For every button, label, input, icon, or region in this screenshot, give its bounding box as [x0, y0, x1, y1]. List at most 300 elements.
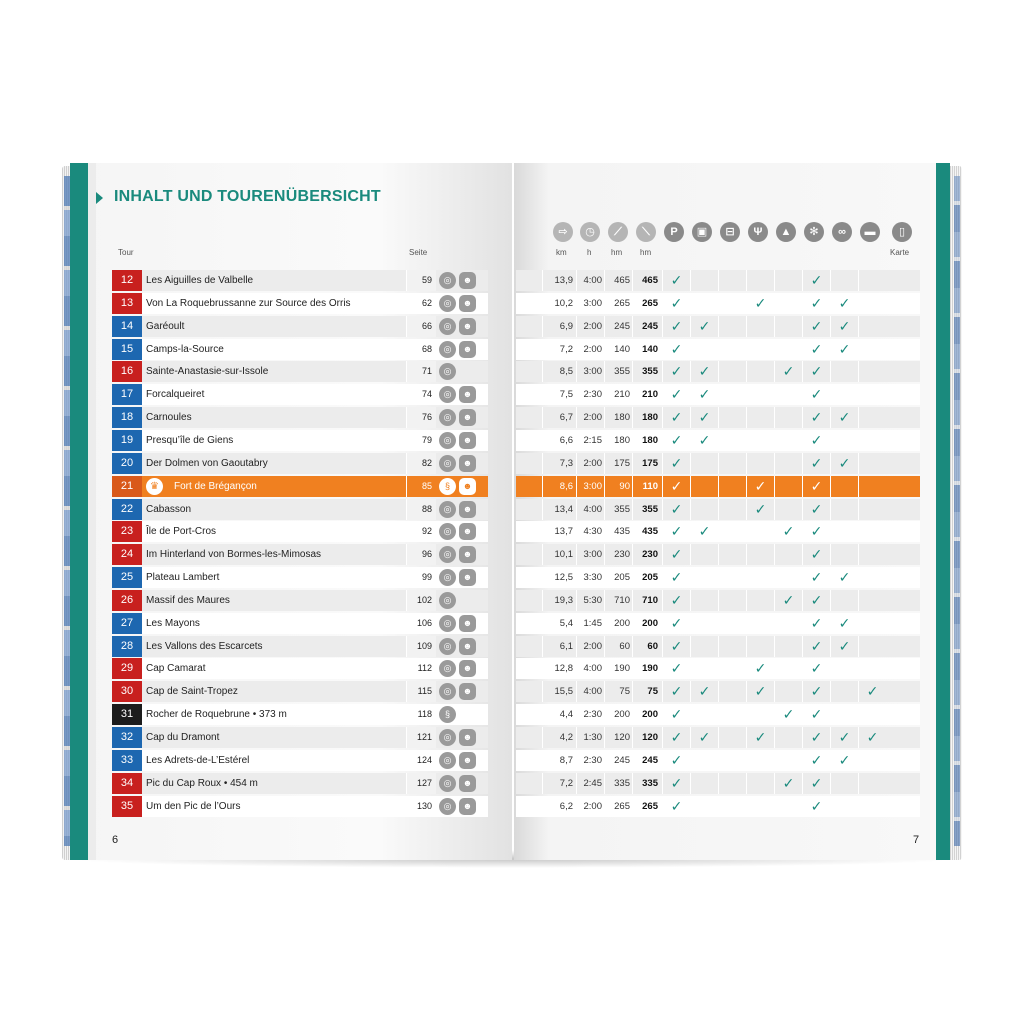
tour-name: Um den Pic de l’Ours [146, 801, 241, 812]
family-icon: ☻ [459, 638, 476, 655]
header-hm-down: hm [640, 248, 652, 257]
check-icon: ✓ [802, 544, 830, 565]
difficulty-icon: ◎ [439, 523, 456, 540]
table-row[interactable] [112, 293, 488, 314]
empty-cell [774, 613, 802, 634]
header-seite: Seite [409, 248, 428, 257]
duration-h: 4:00 [576, 499, 604, 520]
ascent-hm: 245 [604, 750, 632, 771]
check-icon: ✓ [774, 704, 802, 725]
ascent-hm: 120 [604, 727, 632, 748]
empty-cell [690, 590, 718, 611]
family-icon: ☻ [459, 341, 476, 358]
table-row[interactable] [112, 430, 488, 451]
tour-number: 16 [112, 361, 142, 382]
empty-cell [746, 544, 774, 565]
table-row[interactable] [112, 727, 488, 748]
difficulty-icon: ◎ [439, 683, 456, 700]
table-row[interactable] [516, 750, 920, 771]
table-row[interactable] [516, 361, 920, 382]
empty-cell [690, 476, 718, 497]
table-row[interactable] [112, 476, 488, 497]
table-row[interactable] [112, 590, 488, 611]
check-icon: ✓ [662, 544, 690, 565]
distance-km: 6,2 [542, 796, 576, 817]
table-row[interactable] [516, 521, 920, 542]
empty-cell [718, 613, 746, 634]
signpost-icon: ⇨ [553, 222, 573, 242]
check-icon: ✓ [690, 727, 718, 748]
empty-cell [746, 796, 774, 817]
empty-cell [858, 361, 886, 382]
empty-cell [774, 544, 802, 565]
empty-cell [858, 658, 886, 679]
tour-name: Les Vallons des Escarcets [146, 641, 263, 652]
table-row[interactable] [516, 407, 920, 428]
empty-cell [746, 590, 774, 611]
duration-h: 2:00 [576, 453, 604, 474]
check-icon: ✓ [802, 361, 830, 382]
ascent-hm: 205 [604, 567, 632, 588]
table-row[interactable] [516, 316, 920, 337]
empty-cell [718, 270, 746, 291]
empty-cell [718, 681, 746, 702]
family-icon: ☻ [459, 660, 476, 677]
tour-name: Sainte-Anastasie-sur-Issole [146, 366, 269, 377]
page-ref: 127 [406, 773, 436, 794]
table-row[interactable] [516, 544, 920, 565]
tour-number: 14 [112, 316, 142, 337]
empty-cell [774, 499, 802, 520]
check-icon: ✓ [802, 521, 830, 542]
empty-cell [690, 613, 718, 634]
page-ref: 85 [406, 476, 436, 497]
empty-cell [774, 293, 802, 314]
tour-name: Cap de Saint-Tropez [146, 686, 238, 697]
page-ref: 109 [406, 636, 436, 657]
empty-cell [746, 453, 774, 474]
table-row[interactable] [112, 796, 488, 817]
descent-hm: 75 [632, 681, 662, 702]
empty-cell [830, 773, 858, 794]
empty-cell [690, 453, 718, 474]
tour-name: Massif des Maures [146, 595, 230, 606]
check-icon: ✓ [830, 727, 858, 748]
ascent-hm: 355 [604, 499, 632, 520]
empty-cell [718, 384, 746, 405]
table-row[interactable] [112, 544, 488, 565]
tour-name: Rocher de Roquebrune • 373 m [146, 709, 287, 720]
teal-margin-bar [936, 163, 950, 860]
empty-cell [830, 384, 858, 405]
empty-cell [718, 339, 746, 360]
empty-cell [746, 750, 774, 771]
tour-number: 27 [112, 613, 142, 634]
empty-cell [690, 270, 718, 291]
tour-name: Île de Port-Cros [146, 526, 217, 537]
distance-km: 5,4 [542, 613, 576, 634]
cable-car-icon: ⊟ [720, 222, 740, 242]
empty-cell [746, 270, 774, 291]
tour-number: 25 [112, 567, 142, 588]
check-icon: ✓ [662, 521, 690, 542]
descent-hm: 265 [632, 293, 662, 314]
table-row[interactable] [516, 476, 920, 497]
check-icon: ✓ [690, 407, 718, 428]
tour-number: 30 [112, 681, 142, 702]
table-row[interactable] [516, 773, 920, 794]
duration-h: 3:00 [576, 293, 604, 314]
table-row[interactable] [516, 796, 920, 817]
duration-h: 5:30 [576, 590, 604, 611]
empty-cell [830, 499, 858, 520]
empty-cell [746, 704, 774, 725]
descent-hm: 60 [632, 636, 662, 657]
descent-hm: 355 [632, 499, 662, 520]
table-row[interactable] [516, 727, 920, 748]
check-icon: ✓ [830, 636, 858, 657]
family-icon: ☻ [459, 478, 476, 495]
table-row[interactable] [112, 636, 488, 657]
empty-cell [718, 521, 746, 542]
ascent-hm: 200 [604, 704, 632, 725]
distance-km: 12,5 [542, 567, 576, 588]
tour-name: Carnoules [146, 412, 192, 423]
page-stack-right [948, 166, 962, 860]
empty-cell [830, 590, 858, 611]
empty-cell [774, 796, 802, 817]
page-ref: 99 [406, 567, 436, 588]
family-icon: ☻ [459, 409, 476, 426]
distance-km: 6,9 [542, 316, 576, 337]
header-tour: Tour [118, 248, 134, 257]
distance-km: 13,7 [542, 521, 576, 542]
table-row[interactable] [112, 750, 488, 771]
empty-cell [774, 384, 802, 405]
check-icon: ✓ [802, 613, 830, 634]
empty-cell [858, 270, 886, 291]
empty-cell [774, 476, 802, 497]
descent-hm: 190 [632, 658, 662, 679]
table-row[interactable] [516, 681, 920, 702]
page-ref: 71 [406, 361, 436, 382]
table-row[interactable] [516, 499, 920, 520]
table-row[interactable] [112, 499, 488, 520]
check-icon: ✓ [774, 590, 802, 611]
ascent-hm: 465 [604, 270, 632, 291]
table-row[interactable] [112, 453, 488, 474]
family-icon: ☻ [459, 432, 476, 449]
check-icon: ✓ [662, 430, 690, 451]
duration-h: 1:45 [576, 613, 604, 634]
check-icon: ✓ [774, 773, 802, 794]
descent-hm: 710 [632, 590, 662, 611]
distance-km: 13,4 [542, 499, 576, 520]
table-row[interactable] [112, 773, 488, 794]
check-icon: ✓ [690, 521, 718, 542]
empty-cell [746, 430, 774, 451]
ascent-hm: 355 [604, 361, 632, 382]
table-row[interactable] [112, 704, 488, 725]
empty-cell [746, 407, 774, 428]
empty-cell [774, 567, 802, 588]
check-icon: ✓ [662, 407, 690, 428]
empty-cell [858, 316, 886, 337]
duration-h: 4:00 [576, 658, 604, 679]
empty-cell [858, 384, 886, 405]
empty-cell [718, 796, 746, 817]
table-row[interactable] [516, 430, 920, 451]
check-icon: ✓ [746, 727, 774, 748]
empty-cell [858, 567, 886, 588]
empty-cell [718, 293, 746, 314]
page-ref: 115 [406, 681, 436, 702]
empty-cell [774, 453, 802, 474]
summit-icon: ▲ [776, 222, 796, 242]
empty-cell [858, 407, 886, 428]
bus-icon: ▣ [692, 222, 712, 242]
empty-cell [774, 339, 802, 360]
difficulty-icon: ◎ [439, 432, 456, 449]
tour-number: 21 [112, 476, 142, 497]
tour-name: Cabasson [146, 504, 192, 515]
table-row[interactable] [112, 407, 488, 428]
empty-cell [858, 590, 886, 611]
tour-number: 33 [112, 750, 142, 771]
empty-cell [718, 658, 746, 679]
empty-cell [718, 453, 746, 474]
empty-cell [858, 544, 886, 565]
empty-cell [718, 316, 746, 337]
descent-hm: 245 [632, 316, 662, 337]
empty-cell [690, 636, 718, 657]
check-icon: ✓ [858, 727, 886, 748]
check-icon: ✓ [802, 293, 830, 314]
ascent-hm: 175 [604, 453, 632, 474]
check-icon: ✓ [774, 521, 802, 542]
table-row[interactable] [516, 636, 920, 657]
page-ref: 68 [406, 339, 436, 360]
check-icon: ✓ [690, 361, 718, 382]
ascent-hm: 180 [604, 430, 632, 451]
empty-cell [858, 704, 886, 725]
descent-icon: ⟍ [636, 222, 656, 242]
empty-cell [746, 773, 774, 794]
check-icon: ✓ [662, 750, 690, 771]
table-row[interactable] [112, 567, 488, 588]
page-ref: 106 [406, 613, 436, 634]
empty-cell [718, 773, 746, 794]
check-icon: ✓ [802, 750, 830, 771]
table-row[interactable] [112, 613, 488, 634]
check-icon: ✓ [662, 613, 690, 634]
check-icon: ✓ [690, 430, 718, 451]
tour-number: 23 [112, 521, 142, 542]
empty-cell [690, 796, 718, 817]
page-ref: 79 [406, 430, 436, 451]
table-row[interactable] [516, 384, 920, 405]
ascent-hm: 245 [604, 316, 632, 337]
page-number-right: 7 [913, 834, 920, 846]
descent-hm: 180 [632, 407, 662, 428]
empty-cell [774, 658, 802, 679]
empty-cell [718, 499, 746, 520]
table-row[interactable] [516, 567, 920, 588]
table-row[interactable] [516, 658, 920, 679]
ascent-hm: 60 [604, 636, 632, 657]
duration-h: 3:00 [576, 476, 604, 497]
difficulty-icon: ◎ [439, 615, 456, 632]
empty-cell [718, 430, 746, 451]
table-row[interactable] [516, 293, 920, 314]
page-ref: 59 [406, 270, 436, 291]
empty-cell [690, 658, 718, 679]
table-row[interactable] [516, 453, 920, 474]
distance-km: 12,8 [542, 658, 576, 679]
check-icon: ✓ [746, 681, 774, 702]
difficulty-icon: ◎ [439, 318, 456, 335]
page-ref: 88 [406, 499, 436, 520]
empty-cell [830, 544, 858, 565]
check-icon: ✓ [830, 567, 858, 588]
distance-km: 7,5 [542, 384, 576, 405]
check-icon: ✓ [830, 293, 858, 314]
tour-number: 29 [112, 658, 142, 679]
empty-cell [690, 293, 718, 314]
descent-hm: 200 [632, 704, 662, 725]
empty-cell [858, 293, 886, 314]
empty-cell [830, 796, 858, 817]
check-icon: ✓ [746, 499, 774, 520]
table-row[interactable] [112, 316, 488, 337]
page-ref: 130 [406, 796, 436, 817]
table-row[interactable] [112, 521, 488, 542]
empty-cell [690, 339, 718, 360]
descent-hm: 335 [632, 773, 662, 794]
empty-cell [746, 613, 774, 634]
table-row[interactable] [112, 339, 488, 360]
tour-name: Garéoult [146, 321, 185, 332]
empty-cell [718, 727, 746, 748]
empty-cell [830, 658, 858, 679]
empty-cell [746, 361, 774, 382]
table-row[interactable] [516, 590, 920, 611]
table-row[interactable] [516, 704, 920, 725]
tour-name: Les Mayons [146, 618, 200, 629]
empty-cell [746, 521, 774, 542]
tour-number: 12 [112, 270, 142, 291]
check-icon: ✓ [662, 453, 690, 474]
ascent-hm: 210 [604, 384, 632, 405]
distance-km: 7,2 [542, 773, 576, 794]
duration-h: 2:30 [576, 384, 604, 405]
table-row[interactable] [112, 658, 488, 679]
table-row[interactable] [516, 613, 920, 634]
difficulty-icon: ◎ [439, 660, 456, 677]
check-icon: ✓ [802, 476, 830, 497]
distance-km: 15,5 [542, 681, 576, 702]
header-karte: Karte [890, 248, 910, 257]
empty-cell [774, 727, 802, 748]
empty-cell [858, 796, 886, 817]
empty-cell [718, 567, 746, 588]
empty-cell [774, 430, 802, 451]
descent-hm: 265 [632, 796, 662, 817]
check-icon: ✓ [662, 384, 690, 405]
bike-icon: ∞ [832, 222, 852, 242]
descent-hm: 120 [632, 727, 662, 748]
descent-hm: 175 [632, 453, 662, 474]
tour-name: Camps-la-Source [146, 344, 224, 355]
distance-km: 8,5 [542, 361, 576, 382]
check-icon: ✓ [662, 293, 690, 314]
difficulty-icon: ◎ [439, 729, 456, 746]
empty-cell [830, 704, 858, 725]
distance-km: 4,4 [542, 704, 576, 725]
table-row[interactable] [112, 270, 488, 291]
difficulty-icon: ◎ [439, 638, 456, 655]
empty-cell [690, 567, 718, 588]
table-row[interactable] [112, 681, 488, 702]
family-icon: ☻ [459, 798, 476, 815]
check-icon: ✓ [802, 704, 830, 725]
empty-cell [858, 430, 886, 451]
difficulty-icon: ◎ [439, 455, 456, 472]
check-icon: ✓ [746, 476, 774, 497]
table-row[interactable] [112, 361, 488, 382]
ascent-hm: 200 [604, 613, 632, 634]
empty-cell [718, 590, 746, 611]
page-ref: 96 [406, 544, 436, 565]
tour-number: 18 [112, 407, 142, 428]
table-row[interactable] [112, 384, 488, 405]
empty-cell [690, 773, 718, 794]
tour-number: 17 [112, 384, 142, 405]
empty-cell [858, 773, 886, 794]
empty-cell [858, 476, 886, 497]
table-row[interactable] [516, 339, 920, 360]
page-ref: 121 [406, 727, 436, 748]
empty-cell [830, 476, 858, 497]
ascent-hm: 230 [604, 544, 632, 565]
check-icon: ✓ [830, 407, 858, 428]
check-icon: ✓ [746, 293, 774, 314]
duration-h: 2:00 [576, 796, 604, 817]
descent-hm: 140 [632, 339, 662, 360]
difficulty-icon: ◎ [439, 752, 456, 769]
page-ref: 124 [406, 750, 436, 771]
ascent-hm: 265 [604, 796, 632, 817]
empty-cell [830, 681, 858, 702]
duration-h: 4:30 [576, 521, 604, 542]
duration-h: 2:00 [576, 316, 604, 337]
clock-icon: ◷ [580, 222, 600, 242]
empty-cell [830, 521, 858, 542]
table-row[interactable] [516, 270, 920, 291]
duration-h: 3:00 [576, 544, 604, 565]
crown-icon: ♛ [146, 478, 163, 495]
tour-name: Der Dolmen von Gaoutabry [146, 458, 268, 469]
page-ref: 66 [406, 316, 436, 337]
descent-hm: 230 [632, 544, 662, 565]
tour-number: 34 [112, 773, 142, 794]
tour-name: Im Hinterland von Bormes-les-Mimosas [146, 549, 322, 560]
tour-number: 26 [112, 590, 142, 611]
page-ref: 76 [406, 407, 436, 428]
header-hm-up: hm [611, 248, 623, 257]
page-ref: 62 [406, 293, 436, 314]
difficulty-icon: ◎ [439, 341, 456, 358]
